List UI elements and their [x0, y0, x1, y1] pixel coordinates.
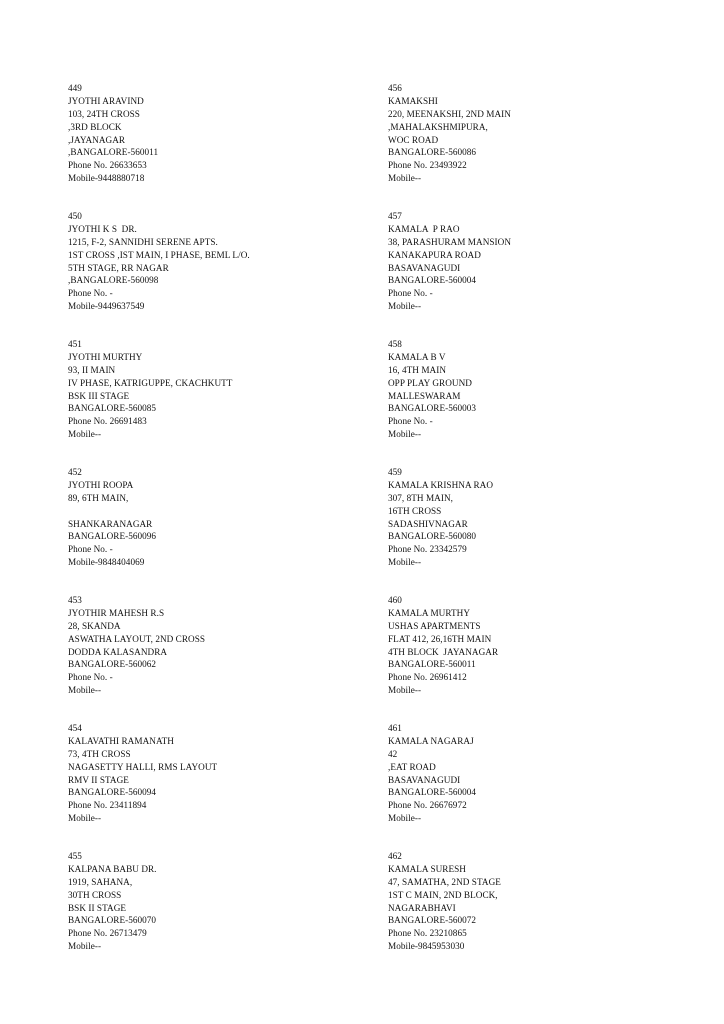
entry-mobile: Mobile-9448880718	[68, 173, 145, 184]
entry-address-line: 4TH BLOCK JAYANAGAR	[388, 646, 499, 657]
entry-address-line: 28, SKANDA	[68, 620, 121, 631]
entry-address-line: KANAKAPURA ROAD	[388, 249, 481, 260]
entry-address-line: ,BANGALORE-560098	[68, 275, 159, 286]
entry-phone: Phone No. 26633653	[68, 160, 147, 171]
entry-address-line: DODDA KALASANDRA	[68, 646, 168, 657]
entry-name: JYOTHI ARAVIND	[68, 95, 144, 106]
entry-number: 461	[388, 723, 402, 733]
directory-entry	[68, 210, 368, 338]
entry-address-line: NAGASETTY HALLI, RMS LAYOUT	[68, 761, 218, 772]
entry-name: KAMALA KRISHNA RAO	[388, 479, 494, 490]
directory-entry	[68, 82, 368, 210]
entry-name: JYOTHI ROOPA	[68, 479, 134, 490]
entry-mobile: Mobile--	[388, 813, 422, 824]
directory-entry	[388, 466, 688, 594]
entry-address-line: RMV II STAGE	[68, 774, 129, 785]
entry-address-line: BASAVANAGUDI	[388, 774, 461, 785]
entry-address-line: 30TH CROSS	[68, 889, 122, 900]
entry-mobile: Mobile--	[388, 429, 422, 440]
directory-entry	[68, 722, 368, 850]
entry-number: 457	[388, 211, 402, 221]
entry-address-line: BANGALORE-560004	[388, 787, 477, 798]
entry-address-line: ,JAYANAGAR	[68, 134, 126, 145]
entry-phone: Phone No. 26691483	[68, 416, 147, 427]
entry-mobile: Mobile--	[68, 813, 102, 824]
entry-address-line: BASAVANAGUDI	[388, 262, 461, 273]
entry-number: 459	[388, 467, 402, 477]
entry-address-line: 5TH STAGE, RR NAGAR	[68, 262, 169, 273]
entry-address-line: 47, SAMATHA, 2ND STAGE	[388, 876, 501, 887]
entry-address-line: 16, 4TH MAIN	[388, 364, 447, 375]
entry-address-line: 16TH CROSS	[388, 505, 442, 516]
entry-address-line: 220, MEENAKSHI, 2ND MAIN	[388, 108, 511, 119]
entry-mobile: Mobile-9845953030	[388, 941, 465, 952]
right-column	[388, 82, 688, 978]
entry-phone: Phone No. 23342579	[388, 544, 467, 555]
entry-number: 453	[68, 595, 82, 605]
entry-name: KALAVATHI RAMANATH	[68, 735, 174, 746]
entry-number: 460	[388, 595, 402, 605]
entry-address-line: 73, 4TH CROSS	[68, 748, 131, 759]
entry-address-line: MALLESWARAM	[388, 390, 461, 401]
entry-address-line: ,3RD BLOCK	[68, 121, 122, 132]
entry-address-line: WOC ROAD	[388, 134, 439, 145]
directory-entry	[388, 722, 688, 850]
entry-number: 458	[388, 339, 402, 349]
entry-number: 456	[388, 83, 402, 93]
entry-number: 450	[68, 211, 82, 221]
entry-address-line: ASWATHA LAYOUT, 2ND CROSS	[68, 633, 206, 644]
entry-address-line: BANGALORE-560062	[68, 659, 157, 670]
entry-phone: Phone No. -	[388, 288, 433, 299]
entry-address-line: IV PHASE, KATRIGUPPE, CKACHKUTT	[68, 377, 233, 388]
entry-phone: Phone No. 26713479	[68, 928, 147, 939]
entry-number: 449	[68, 83, 82, 93]
entry-address-line: BSK III STAGE	[68, 390, 130, 401]
entry-phone: Phone No. 23493922	[388, 160, 467, 171]
entry-address-line: BANGALORE-560072	[388, 915, 477, 926]
entry-number: 452	[68, 467, 82, 477]
entry-address-line: OPP PLAY GROUND	[388, 377, 472, 388]
entry-address-line: 1215, F-2, SANNIDHI SERENE APTS.	[68, 236, 218, 247]
entry-address-line: BANGALORE-560096	[68, 531, 157, 542]
entry-mobile: Mobile--	[388, 301, 422, 312]
entry-name: JYOTHIR MAHESH R.S	[68, 607, 165, 618]
entry-address-line: 1919, SAHANA,	[68, 876, 133, 887]
entry-address-line: SADASHIVNAGAR	[388, 518, 468, 529]
entry-mobile: Mobile--	[388, 685, 422, 696]
directory-entry	[388, 338, 688, 466]
directory-entry	[68, 466, 368, 594]
entry-address-line: BANGALORE-560086	[388, 147, 477, 158]
entry-address-line: BANGALORE-560080	[388, 531, 477, 542]
directory-entry	[388, 850, 688, 978]
directory-entry	[68, 338, 368, 466]
entry-phone: Phone No. -	[68, 672, 113, 683]
entry-phone: Phone No. 23210865	[388, 928, 467, 939]
entry-address-line: BANGALORE-560003	[388, 403, 477, 414]
entry-name: JYOTHI MURTHY	[68, 351, 143, 362]
entry-phone: Phone No. 23411894	[68, 800, 147, 811]
entry-mobile: Mobile-9449637549	[68, 301, 145, 312]
entry-name: KAMALA MURTHY	[388, 607, 471, 618]
entry-address-line: BANGALORE-560011	[388, 659, 476, 670]
entry-name: KAMALA SURESH	[388, 863, 466, 874]
entry-mobile: Mobile--	[68, 685, 102, 696]
directory-entry	[68, 850, 368, 978]
entry-address-line: 89, 6TH MAIN,	[68, 492, 129, 503]
entry-mobile: Mobile--	[388, 173, 422, 184]
entry-address-line: 42	[388, 748, 398, 759]
entry-phone: Phone No. -	[388, 416, 433, 427]
entry-address-line: 1ST CROSS ,IST MAIN, I PHASE, BEML L/O.	[68, 249, 250, 260]
entry-phone: Phone No. 26961412	[388, 672, 467, 683]
entry-address-line: BANGALORE-560094	[68, 787, 157, 798]
entry-phone: Phone No. -	[68, 288, 113, 299]
entry-mobile: Mobile--	[388, 557, 422, 568]
entry-name: KAMALA B V	[388, 351, 446, 362]
entry-phone: Phone No. 26676972	[388, 800, 467, 811]
directory-entry	[388, 210, 688, 338]
entry-address-line: NAGARABHAVI	[388, 902, 456, 913]
entry-address-line: USHAS APARTMENTS	[388, 620, 481, 631]
entry-address-line: FLAT 412, 26,16TH MAIN	[388, 633, 492, 644]
entry-address-line: 307, 8TH MAIN,	[388, 492, 454, 503]
entry-address-line: 38, PARASHURAM MANSION	[388, 236, 512, 247]
entry-address-line: BANGALORE-560085	[68, 403, 157, 414]
entry-address-line: ,BANGALORE-560011	[68, 147, 159, 158]
left-column	[68, 82, 368, 978]
entry-address-line: SHANKARANAGAR	[68, 518, 153, 529]
entry-number: 454	[68, 723, 82, 733]
entry-address-line: BSK II STAGE	[68, 902, 127, 913]
entry-mobile: Mobile--	[68, 941, 102, 952]
entry-address-line: ,MAHALAKSHMIPURA,	[388, 121, 488, 132]
entry-name: JYOTHI K S DR.	[68, 223, 137, 234]
entry-address-line: 103, 24TH CROSS	[68, 108, 140, 119]
entry-number: 462	[388, 851, 402, 861]
directory-entry	[388, 82, 688, 210]
entry-address-line: 93, II MAIN	[68, 364, 116, 375]
entry-mobile: Mobile-9848404069	[68, 557, 145, 568]
entry-address-line: ,EAT ROAD	[388, 761, 436, 772]
entry-mobile: Mobile--	[68, 429, 102, 440]
entry-address-line: BANGALORE-560004	[388, 275, 477, 286]
directory-entry	[388, 594, 688, 722]
entry-number: 455	[68, 851, 82, 861]
directory-entry	[68, 594, 368, 722]
entry-address-line: BANGALORE-560070	[68, 915, 157, 926]
entry-phone: Phone No. -	[68, 544, 113, 555]
entry-address-line: 1ST C MAIN, 2ND BLOCK,	[388, 889, 498, 900]
entry-name: KAMAKSHI	[388, 95, 438, 106]
entry-name: KAMALA P RAO	[388, 223, 460, 234]
entry-number: 451	[68, 339, 82, 349]
entry-address-line	[68, 505, 368, 518]
entry-name: KALPANA BABU DR.	[68, 863, 157, 874]
entry-name: KAMALA NAGARAJ	[388, 735, 474, 746]
